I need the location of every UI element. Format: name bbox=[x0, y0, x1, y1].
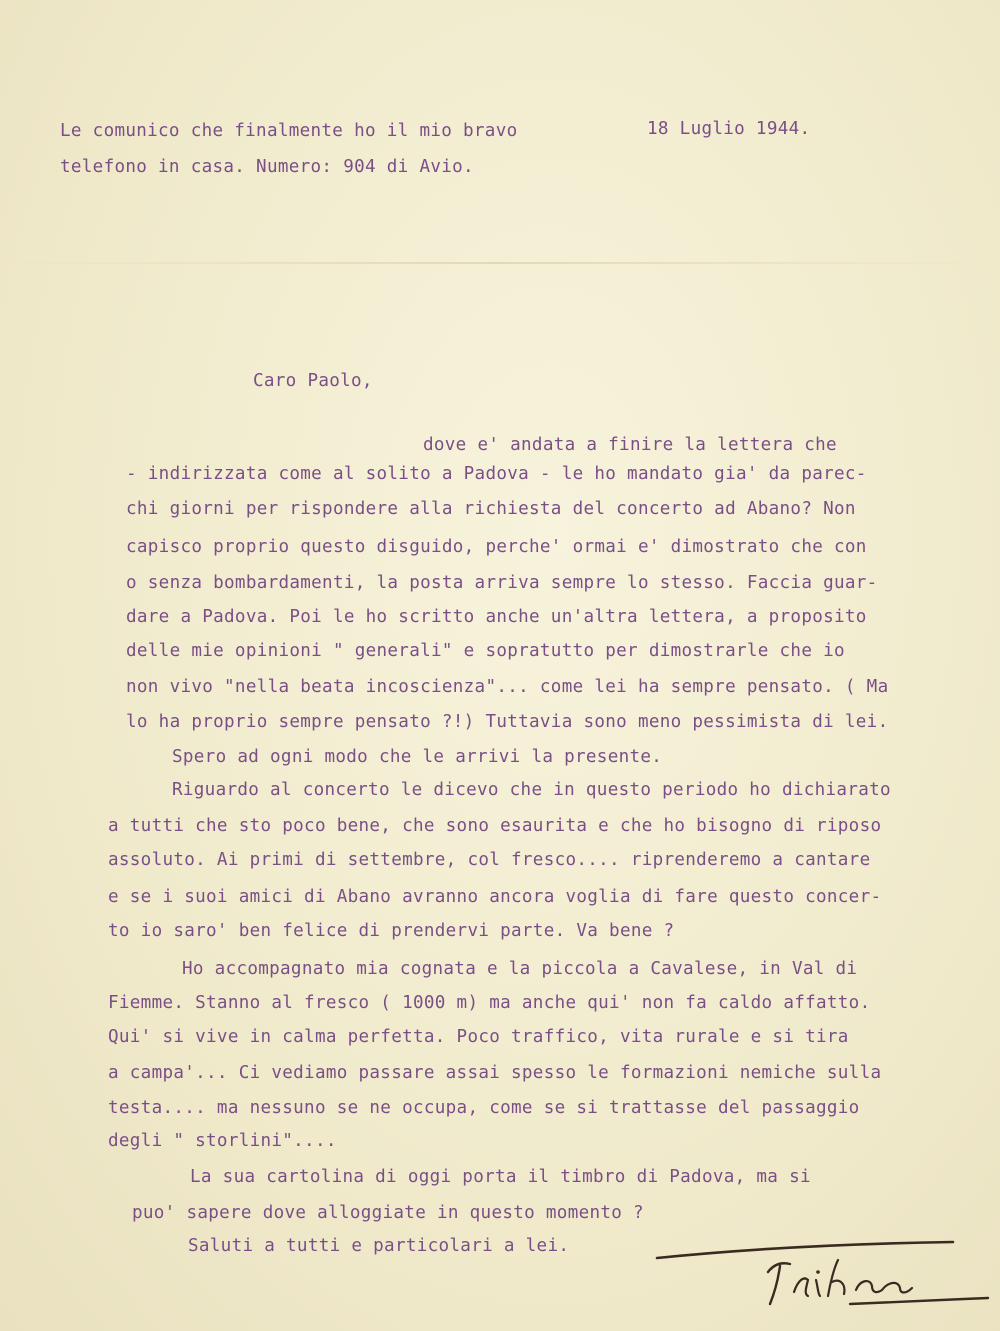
paper-fold bbox=[0, 262, 1000, 264]
body-line: Spero ad ogni modo che le arrivi la presente. bbox=[172, 747, 663, 767]
body-line: dare a Padova. Poi le ho scritto anche un'altra lettera, a proposito bbox=[126, 607, 867, 627]
header-note-line-2: telefono in casa. Numero: 904 di Avio. bbox=[60, 157, 474, 177]
body-line: capisco proprio questo disguido, perche' ormai e' dimostrato che con bbox=[126, 537, 867, 557]
body-line: delle mie opinioni " generali" e sopratutto per dimostrarle che io bbox=[126, 641, 845, 661]
letter-date: 18 Luglio 1944. bbox=[647, 119, 811, 139]
body-line: degli " storlini".... bbox=[108, 1131, 337, 1151]
body-line: puo' sapere dove alloggiate in questo momento ? bbox=[132, 1203, 644, 1223]
salutation: Caro Paolo, bbox=[253, 371, 373, 391]
body-line: to io saro' ben felice di prendervi parte. Va bene ? bbox=[108, 921, 675, 941]
body-line: o senza bombardamenti, la posta arriva sempre lo stesso. Faccia guar- bbox=[126, 573, 878, 593]
body-line: lo ha proprio sempre pensato ?!) Tuttavia sono meno pessimista di lei. bbox=[126, 712, 889, 732]
body-line: Qui' si vive in calma perfetta. Poco traffico, vita rurale e si tira bbox=[108, 1027, 849, 1047]
body-line: non vivo "nella beata incoscienza"... come lei ha sempre pensato. ( Ma bbox=[126, 677, 889, 697]
body-line: a tutti che sto poco bene, che sono esaurita e che ho bisogno di riposo bbox=[108, 816, 882, 836]
handwritten-signature bbox=[760, 1250, 995, 1310]
body-line: e se i suoi amici di Abano avranno ancora voglia di fare questo concer- bbox=[108, 887, 882, 907]
body-line: dove e' andata a finire la lettera che bbox=[423, 435, 837, 455]
body-line: Fiemme. Stanno al fresco ( 1000 m) ma anche qui' non fa caldo affatto. bbox=[108, 993, 871, 1013]
body-line: - indirizzata come al solito a Padova - le ho mandato gia' da parec- bbox=[126, 464, 867, 484]
body-line: Ho accompagnato mia cognata e la piccola a Cavalese, in Val di bbox=[182, 959, 858, 979]
body-line: a campa'... Ci vediamo passare assai spesso le formazioni nemiche sulla bbox=[108, 1063, 882, 1083]
body-line: Riguardo al concerto le dicevo che in questo periodo ho dichiarato bbox=[172, 780, 891, 800]
body-line: assoluto. Ai primi di settembre, col fresco.... riprenderemo a cantare bbox=[108, 850, 871, 870]
body-line: La sua cartolina di oggi porta il timbro di Padova, ma si bbox=[190, 1167, 811, 1187]
body-line: chi giorni per rispondere alla richiesta del concerto ad Abano? Non bbox=[126, 499, 856, 519]
body-line: Saluti a tutti e particolari a lei. bbox=[188, 1236, 570, 1256]
header-note-line-1: Le comunico che finalmente ho il mio bravo bbox=[60, 121, 518, 141]
body-line: testa.... ma nessuno se ne occupa, come se si trattasse del passaggio bbox=[108, 1098, 860, 1118]
